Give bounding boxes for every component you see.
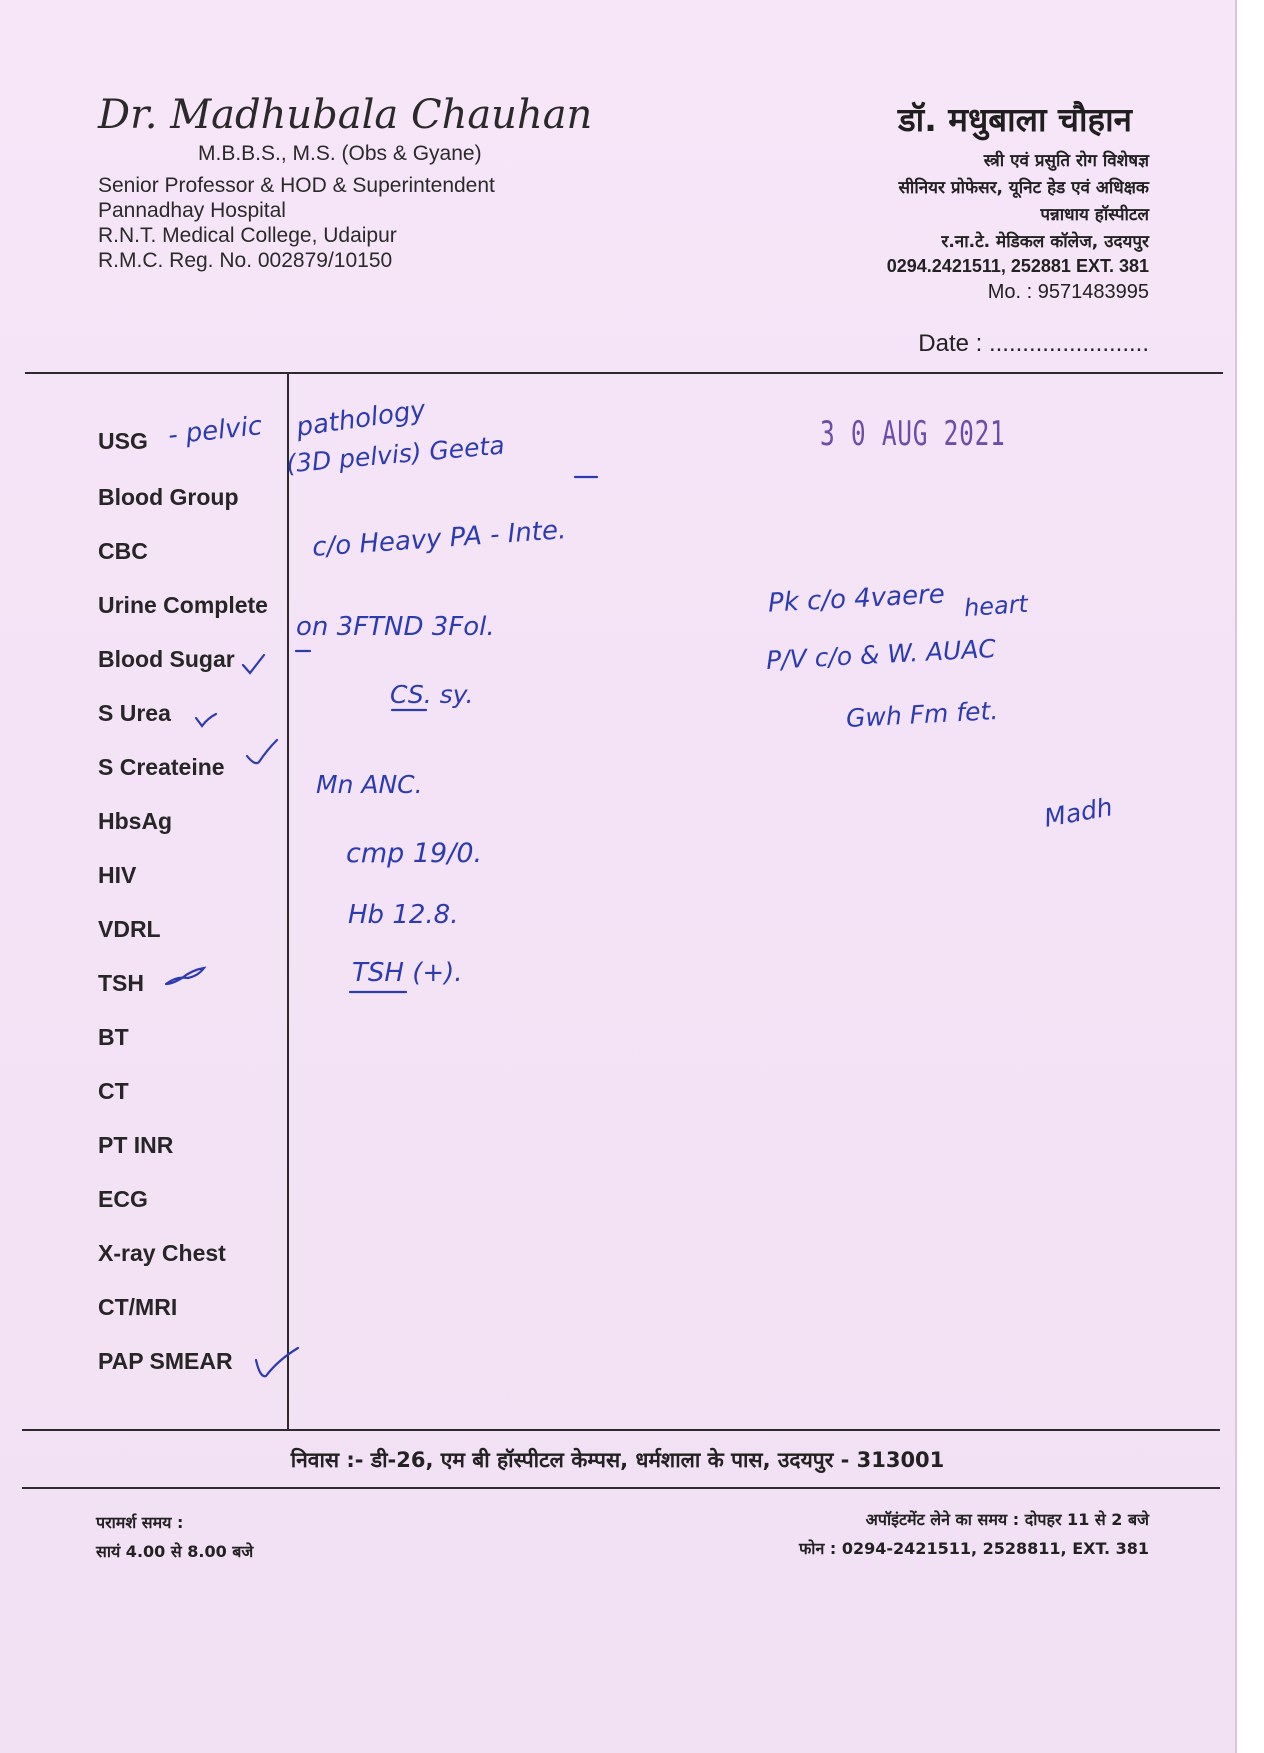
test-vdrl: VDRL xyxy=(98,916,161,942)
mobile-number: Mo. : 9571483995 xyxy=(987,281,1149,303)
test-usg: USG xyxy=(98,428,148,454)
test-bt: BT xyxy=(98,1024,129,1050)
test-blood-group: Blood Group xyxy=(98,484,239,510)
check-mark-icon xyxy=(196,714,216,726)
appointment-time: अपॉइंटमेंट लेने का समय : दोपहर 11 से 2 बजे xyxy=(865,1510,1149,1529)
hw-line-9: TSH (+). xyxy=(352,958,463,988)
check-mark-icon xyxy=(243,655,264,673)
date-stamp: 3 0 AUG 2021 xyxy=(820,414,1006,454)
hw-line-3: c/o Heavy PA - Inte. xyxy=(311,515,568,563)
hw-line-7: cmp 19/0. xyxy=(346,838,483,869)
hw-right-1: Pk c/o 4vaere xyxy=(767,579,946,619)
test-s-createine: S Createine xyxy=(98,754,225,780)
doctor-degree: M.B.B.S., M.S. (Obs & Gyane) xyxy=(198,142,482,165)
specialty-hi: स्त्री एवं प्रसुति रोग विशेषज्ञ xyxy=(983,151,1149,171)
consult-time: सायं 4.00 से 8.00 बजे xyxy=(96,1542,254,1561)
hw-signature: Madh xyxy=(1042,792,1115,833)
check-mark-icon xyxy=(247,740,277,763)
doctor-title: Senior Professor & HOD & Superintendent xyxy=(98,174,495,197)
test-tsh: TSH xyxy=(98,970,144,996)
footer-phone: फोन : 0294-2421511, 2528811, EXT. 381 xyxy=(798,1539,1149,1558)
test-cbc: CBC xyxy=(98,538,148,564)
test-s-urea: S Urea xyxy=(98,700,171,726)
doctor-name-hi: डॉ. मधुबाला चौहान xyxy=(898,100,1132,139)
residence-address: निवास :- डी-26, एम बी हॉस्पीटल केम्पस, धर्मशाला के पास, उदयपुर - 313001 xyxy=(290,1448,945,1472)
college-hi: र.ना.टे. मेडिकल कॉलेज, उदयपुर xyxy=(941,232,1149,252)
hw-right-2: heart xyxy=(963,589,1029,623)
reg-number: R.M.C. Reg. No. 002879/10150 xyxy=(98,249,393,272)
date-field: Date : ........................ xyxy=(918,330,1149,357)
phone-number: 0294.2421511, 252881 EXT. 381 xyxy=(886,256,1149,276)
hospital-name: Pannadhay Hospital xyxy=(98,199,286,222)
test-ecg: ECG xyxy=(98,1186,148,1212)
college-name: R.N.T. Medical College, Udaipur xyxy=(98,224,397,247)
test-pt-inr: PT INR xyxy=(98,1132,174,1158)
test-urine: Urine Complete xyxy=(98,592,268,618)
doctor-name-en: Dr. Madhubala Chauhan xyxy=(98,92,593,138)
test-pap-smear: PAP SMEAR xyxy=(98,1348,233,1374)
scribble-icon xyxy=(166,968,204,984)
test-xray-chest: X-ray Chest xyxy=(98,1240,226,1266)
title-hi: सीनियर प्रोफेसर, यूनिट हेड एवं अधिक्षक xyxy=(898,178,1149,198)
test-hiv: HIV xyxy=(98,862,137,888)
hw-usg-note: - pelvic xyxy=(166,411,264,451)
hw-line-8: Hb 12.8. xyxy=(348,900,459,930)
hospital-hi: पन्नाधाय हॉस्पीटल xyxy=(1040,205,1149,225)
hw-line-5: CS. sy. xyxy=(390,680,474,709)
hw-line-4: on 3FTND 3Fol. xyxy=(296,612,495,642)
hw-right-3: P/V c/o & W. AUAC xyxy=(765,634,997,675)
check-mark-icon xyxy=(256,1348,298,1376)
test-blood-sugar: Blood Sugar xyxy=(98,646,235,672)
test-hbsag: HbsAg xyxy=(98,808,173,834)
test-ct: CT xyxy=(98,1078,129,1104)
hw-line-1: pathology xyxy=(294,395,428,443)
consult-label: परामर्श समय : xyxy=(96,1513,184,1532)
hw-line-2: (3D pelvis) Geeta xyxy=(285,430,506,479)
hw-line-6: Mn ANC. xyxy=(316,770,423,799)
test-ct-mri: CT/MRI xyxy=(98,1294,178,1320)
hw-right-4: Gwh Fm fet. xyxy=(845,696,999,733)
